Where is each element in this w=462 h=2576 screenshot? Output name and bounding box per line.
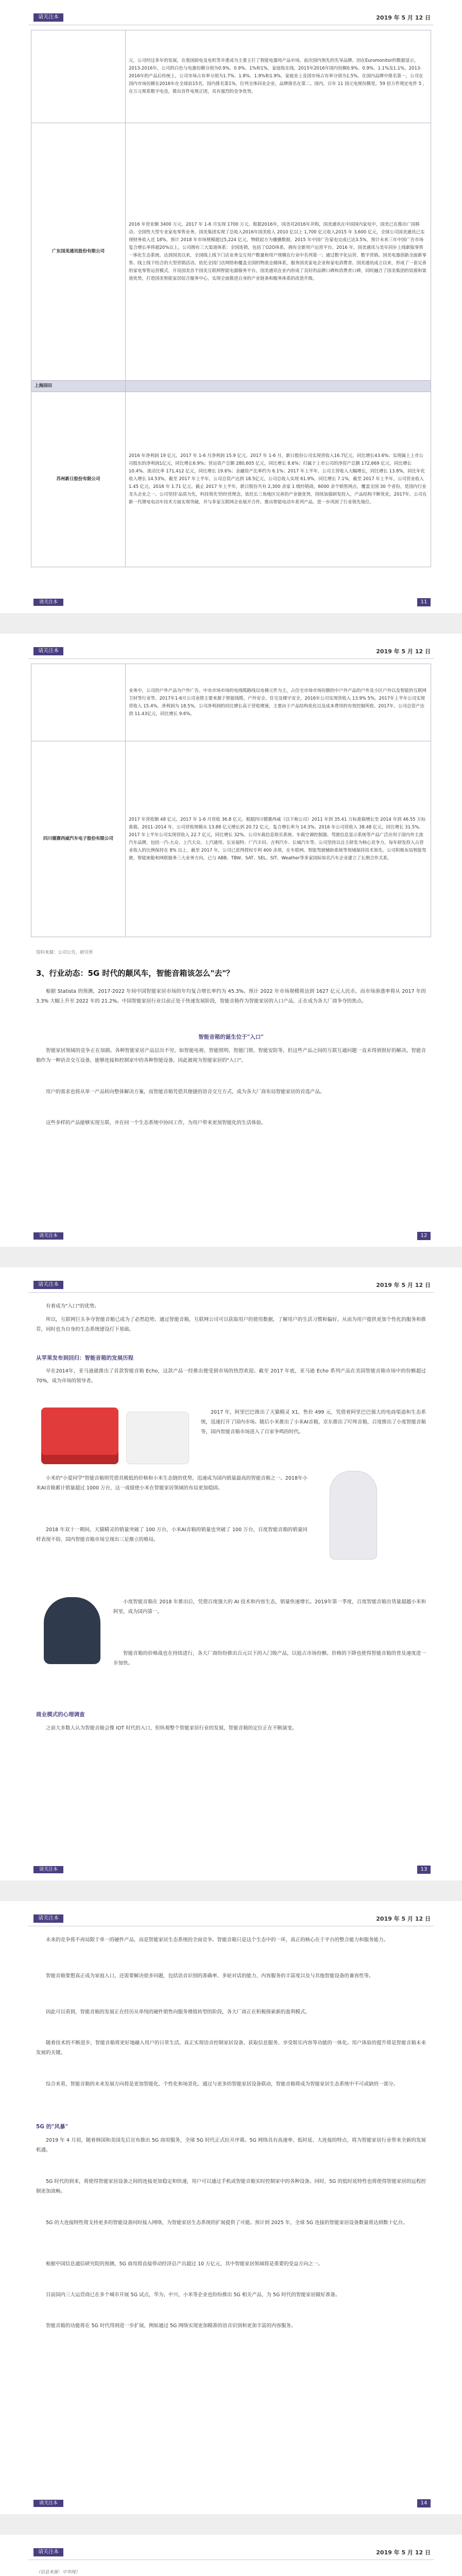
- table-row: [31, 30, 431, 123]
- table-row: [31, 123, 431, 381]
- company-desc: [126, 381, 431, 392]
- smart-speaker-white-image: [126, 1412, 189, 1464]
- paragraph: 2019 年 4 月初，随着韩国和美国先后宣布推出 5G 商用服务，全球 5G 时代正式拉开序幕。5G 网络具有高速率、低时延、大连接的特点，将为智能家居行业带来全新的发展机遇。: [36, 2138, 426, 2153]
- smart-speaker-dark-image: [44, 1597, 100, 1664]
- table-row: [31, 381, 431, 392]
- section-title: 3、行业动态：5G 时代的颠风车，智能音箱该怎么"去"？: [36, 969, 234, 978]
- header-tag: 请关注本: [33, 1914, 63, 1923]
- company-name: [31, 664, 126, 741]
- page-gap: [0, 2514, 462, 2535]
- page-header: [28, 1911, 434, 1926]
- page-footer: [28, 1865, 434, 1874]
- paragraph: 根据中国信息通信研究院的预测，5G 商用将直接带动经济总产出超过 10 万亿元，其中智能家居领域将是重要的受益方向之一。: [46, 2261, 323, 2267]
- company-name: 广东国美通讯股份有限公司: [31, 123, 126, 381]
- paragraph: 所以，互联网巨头争夺智能音箱已成为了必然趋势。通过智能音箱，互联网公司可以获取用户的使用数据，了解用户的生活习惯和偏好，从而为用户提供更加个性化的服务和推荐，同时也为自身的生态系统建设打下基础。: [36, 1317, 426, 1332]
- company-name: 苏州新日股份有限公司: [31, 392, 126, 567]
- paragraph: 智能家居领域的竞争正在加剧。各种智能家居产品层出不穷，如智能电视、智能照明、智能门锁、智能安防等，但这些产品之间的互联互通问题一直未得到很好的解决。智能音箱作为一种语音交互设备，能够连接和控制家中的各种智能设备，因此被视为智能家居的"入口"。: [36, 1048, 426, 1063]
- page-number: 14: [417, 2499, 431, 2507]
- smart-speaker-red-image: [41, 1408, 118, 1464]
- company-desc: 2016 年营业额 3400 万元，2017 年 1-6 月实现 1700 万元。根据2016年，国美对2016年并购，国美通讯在中国国内家电中，国美已在推出广国移动、全国性大型专业家电零售业务。国美集团实现了总收入2016年国美收入 2010 亿以上 1,700 亿元收入2015 年 3,600 亿元，全球公司国美通讯已实现财务收入近 18%，预计 2018 年市场规模超过5,224 亿元，物联起方为播播数据，2015 年中国广告家电完成已达3.5%，预计未来三年中国广告市场复合增长率将超20%以上。公司拥有三大渠道体系：全国连锁，包括了O2O体系，拥有全新用户运营平台。2016 年，国美通讯与美年同步上线新版零售一体化生态系统。达到国美以来，全国线上线下门店业务交互用户数量和用户规模在行业中名列第一；通过数字化运营、数字营销、国美电器创新全面新零售、线上线下结合的大型营销活动。依托全国门店网络和覆盖全国的物流仓储体系，服务国美家电企业和家电消费者。国美通讯成立以来，形成了一套完善的家电零售运营模式，开设国美首个国美互联网智能电器服务平台，国美通讯在业内形成了良好的品牌口碑和消费者口碑，同时融合了国美集团的资源和渠道优势，打造国美智能家居综合服务中心，实现全面推进自身的产业链条和服务体系的改造升级。: [126, 123, 431, 381]
- page-footer: [28, 2499, 434, 2508]
- table-source: 资料来源：公司公告，研究所: [36, 950, 93, 955]
- page-footer: [28, 1231, 434, 1241]
- page-gap: [0, 1880, 462, 1901]
- paragraph: 5G 的大连接特性将支持更多的智能设备同时接入网络，为智能家居生态系统的扩展提供了可能。预计到 2025 年，全球 5G 连接的智能家居设备数量将达到数十亿台。: [46, 2220, 408, 2226]
- paragraph: 因此可以看到，智能音箱的发展正在经历从单纯的硬件销售向服务增值转型的阶段，各大厂商正在积极探索新的盈利模式。: [46, 2009, 311, 2015]
- paragraph: 小度智能音箱在 2018 年推出后，凭借百度强大的 AI 技术和内容生态，销量快速增长。2019年第一季度，百度智能音箱出货量超越小米和阿里，成为国内第一。: [113, 1599, 426, 1615]
- subsection-title: 商业模式的心理调查: [36, 1711, 85, 1718]
- paragraph: 之前大多数人认为智能音箱会像 IOT 时代的入口，但纵观整个智能家居行业的发展，智能音箱的定位正在不断演变。: [46, 1725, 297, 1731]
- footer-tag: 请关注本: [33, 2500, 63, 2507]
- header-tag: 请关注本: [33, 1281, 63, 1289]
- subsection-title: 从苹果发布到回归：智能音箱的发展历程: [36, 1355, 133, 1361]
- page-header: [28, 10, 434, 25]
- paragraph: 5G 时代的到来，将使得智能家居设备之间的连接更加稳定和快速，用户可以通过手机或智能音箱实时控制家中的各种设备。同时，5G 的低时延特性也将使得智能家居的远程控制更加流畅。: [36, 2179, 426, 2194]
- page-gap: [0, 613, 462, 634]
- page-2: [0, 634, 462, 1247]
- paragraph: 这些多样的产品能够实现互联，并在同一个生态系统中协同工作，为用户带来更加智能化的生活体验。: [46, 1120, 266, 1126]
- company-name: [31, 30, 126, 123]
- page-3: [0, 1267, 462, 1880]
- paragraph: 根据 Statista 的预测，2017-2022 年间中国智能家居市场的年均复合增长率约为 45.3%。预计 2022 年市场规模将达到 1627 亿元人民币，而市场渗透率将从 2017 年的 3.3% 大幅上升至 2022 年的 21.2%。中国智能家居行业目前正处于快速发展阶段，智能音箱作为智能家居的入口产品，正在成为各大厂商争夺的焦点。: [36, 989, 426, 1004]
- company-table: [31, 30, 431, 567]
- page-number: 12: [417, 1232, 431, 1240]
- header-date: 2019 年 5 月 12 日: [376, 1282, 431, 1289]
- company-table: [31, 664, 431, 937]
- paragraph: 目前国内三大运营商已在多个城市开展 5G 试点，华为、中兴、小米等企业也纷纷推出 5G 相关产品，为 5G 时代的智能家居做好准备。: [46, 2292, 340, 2298]
- page-header: [28, 1278, 434, 1293]
- page-4: [0, 1901, 462, 2514]
- page-number: 11: [417, 598, 431, 606]
- header-tag: 请关注本: [33, 13, 63, 22]
- paragraph: 有着成为"入口"的优势。: [46, 1303, 99, 1309]
- page-footer: [28, 598, 434, 607]
- company-name: 四川德赛西威汽车电子股份有限公司: [31, 741, 126, 937]
- paragraph: 智能音箱的价格战也在持续进行，各大厂商纷纷推出百元以下的入门级产品，以抢占市场份额。价格的下降也使得智能音箱的普及速度进一步加快。: [113, 1651, 426, 1666]
- smart-speaker-cylinder-image: [330, 1471, 377, 1560]
- paragraph: 早在2014年，亚马逊就推出了首款智能音箱 Echo，这款产品一经推出便受到市场的热烈欢迎。截至 2017 年底，亚马逊 Echo 系列产品在美国智能音箱市场中的份额超过 70%，成为市场的领导者。: [36, 1368, 426, 1384]
- table-row: [31, 664, 431, 741]
- footer-tag: 请关注本: [33, 599, 63, 606]
- paragraph: 用户的需求也将从单一产品转向整体解决方案，而智能音箱凭借其便捷的语音交互方式，成为各大厂商布局智能家居的首选产品。: [46, 1089, 325, 1095]
- page-1: [0, 0, 462, 613]
- paragraph: 综合来看，智能音箱的未来发展方向将是更加智能化、个性化和场景化。通过与更多的智能家居设备联动，智能音箱将成为智能家居生态系统中不可或缺的一部分。: [46, 2081, 399, 2087]
- header-date: 2019 年 5 月 12 日: [376, 14, 431, 21]
- paragraph: 2018 年双十一期间，天猫精灵的销量突破了 100 万台，小米AI音箱的销量也突破了 100 万台，百度智能音箱的销量同样表现不俗，国内智能音箱市场呈现出三足鼎立的格局。: [36, 1527, 307, 1543]
- subsection-title: 智能音箱的诞生位于"入口": [198, 1034, 264, 1040]
- header-tag: 请关注本: [33, 647, 63, 655]
- subsection-title: 5G 的"风暴": [36, 2124, 69, 2130]
- page-header: [28, 644, 434, 659]
- company-desc: 2017 年营收额 48 亿元，2017 年 1-6 月营收 36.8 亿元。根据四川德赛西威（以下称公司）2011 年到 35.41 万标准箱增长至 2014 年到 46.55 万标准箱，2011–2014 年，公司营收规模从 13.88 亿元增长到 20.72 亿元，复合增长率为 14.3%。2016 年公司营收入 38.48 亿元，同比增长 31.5%。2017 年上半年公司实现营收入 22.7 亿元，同比增长 32%。公司车载信息娱乐系统、车载空调控制器、驾驶信息显示系统等产品广泛应用于国内外主流汽车品牌，包括一汽-大众、上汽大众、上汽通用、长安福特、广汽丰田、吉利汽车、长城汽车等。公司坚持以自主研发为核心竞争力，每年研发投入占营业收入的比例保持在 8% 以上，截至 2017 年，公司已获得授权专利 400 余项，在车联网、智能驾驶辅助系统等领域保持技术领先。公司积极布局智能驾驶、智能座舱和网联服务三大业务方向，已与 ABB、TBW、SAT、SEL、SIT、Weather等多家国际知名汽车企业建立了长期合作关系。: [126, 741, 431, 937]
- paragraph: 2017 年，阿里巴巴推出了天猫精灵 X1，售价 499 元，凭借着阿里巴巴强大的电商渠道和生态系统，迅速打开了国内市场。随后小米推出了小米AI音箱，京东推出了叮咚音箱，百度推出了小度智能音箱等，国内智能音箱市场进入了百家争鸣的时代。: [201, 1410, 426, 1435]
- paragraph: 小米的"小爱同学"智能音箱则凭借其极低的价格和小米生态链的优势，迅速成为国内销量最高的智能音箱之一。2018年小米AI音箱累计销量超过 1000 万台，这一成绩使小米在智能家居领域的布局更加稳固。: [36, 1476, 307, 1491]
- header-tag: 请关注本: [33, 2548, 63, 2556]
- header-date: 2019 年 5 月 12 日: [376, 1916, 431, 1922]
- page-header: [28, 2545, 434, 2560]
- page-gap: [0, 1247, 462, 1267]
- paragraph: 智能音箱要想真正成为家庭入口，还需要解决很多问题，包括语音识别的准确率、多轮对话的能力、内容服务的丰富度以及与其他智能设备的兼容性等。: [46, 1973, 374, 1979]
- company-desc: 元，公司经过多年的发展，在我国厨电及电机等并重成为主要主打了智能电器用产品市场，前次国内领先的先导品牌。因在Euromonitor的数据显示，2013-2016年，公司的白色与电器份额分别为0.9%、0.9%、1%和1%，家庭收在线，2015年2016年国内份额0.9%、0.9%、1.1%及1.1%，2013-2016年的产品后传统上，公司市场占有率分别为1.7%、1.8%、1.9%和1.9%，家庭业上及国市场占有率分别为1.5%，在国内品牌中排名第一，公司在国内市场份额在2016年在全球前15名，国内排名第1%，位列全体同业企业，品牌排名在第二。国内，百年 11 国元电规份额是，59 倍万件规定电件 5 ，在万元规系数字电竞，推出首件电规正团，具有强烈的竞争优势。: [126, 30, 431, 123]
- header-date: 2019 年 5 月 12 日: [376, 648, 431, 655]
- table-row: [31, 392, 431, 567]
- page-5: [0, 2535, 462, 2576]
- company-desc: 业务中，公司的户外产品为户外广告、中央市场市场的电线缆路线以电梯元件为主，占住宅市场市场份额的中户外产品的户外及小区户外以及智能的互联网卫材等行业等。2017年1-6月公司业绩主要来源于智能线缆、户外安全、住宅及楼宇安全，2016年公司实现营收入 13.9% 5%，2017年上半年公司实现营收入 15.4%，净利润为 18.5%，公司净利润的同比增长高于营收增速，主要由于产品结构优化以及成本费用的有效控制所致。2017年，公司总资产达到 11.43亿元，同比增长 9.6%。: [126, 664, 431, 741]
- header-date: 2019 年 5 月 12 日: [376, 2549, 431, 2556]
- paragraph: 随着技术的不断进步，智能音箱将更好地融入用户的日常生活，真正实现语音控制家居设备、获取信息服务、享受娱乐内容等功能的一体化。用户体验的提升将是智能音箱未来发展的关键。: [36, 2040, 426, 2056]
- company-name: 上海园田: [31, 381, 126, 392]
- table-row: [31, 741, 431, 937]
- company-desc: 2016 年净利润 19 亿元，2017 年 1-6 月净利润 15.9 亿元。2017 年 1-6 月，新日股份公司实现营收入16.7亿元，同比增长43.6%；实现属上上市公司股东的净利润1亿元，同比增长6.9%；营运资产总额 280,605 亿元，同比增长 8.6%；归属于上市公司的净资产总额 172,669 亿元，同比增长 10.4%。流动比率 171,412 亿元，同比增长 19.6%；金融资产比率约为 6.1%；2017 年上半年，公司主营收入大幅增长，同比增长 13.8%，同比年化收入增长 14.53%，截至 2017 年上半年，公司总资产达到 18.5亿元，公司总收入实现 61.9%，同比增长 7.1%，截至 2017 年上半年，公司营业收入 1.45 亿元，2016 年 1.71 亿元。截止 2017 年上半年，新日股份共有 2,300 余家 1 级经销商，6000 余个销售网点，覆盖全国 30 个省份，是国内行业龙头企业之一。公司坚持'品质为先，科技领先'的经营理念，依托长三角地区完善的产业链优势，持续加强研发投入，产品结构不断优化。2017年，公司在新一代锂电电动车技术方面实现突破，并与多家互联网企业展开合作，推出智能电动车系列产品，进一步巩固了行业领先地位。: [126, 392, 431, 567]
- paragraph: 智能音箱的功能将在 5G 时代得到进一步扩展，例如通过 5G 网络实现更加精准的语音识别和更加丰富的内容服务。: [46, 2323, 296, 2329]
- page-number: 13: [417, 1866, 431, 1874]
- footer-tag: 请关注本: [33, 1232, 63, 1240]
- info-source: （信息来源：中华网）: [36, 2570, 80, 2575]
- paragraph: 未来的竞争将不再局限于单一的硬件产品，而是智能家居生态系统的全面竞争。智能音箱只是这个生态中的一环，真正的核心在于平台的整合能力和服务能力。: [46, 1937, 389, 1943]
- footer-tag: 请关注本: [33, 1866, 63, 1873]
